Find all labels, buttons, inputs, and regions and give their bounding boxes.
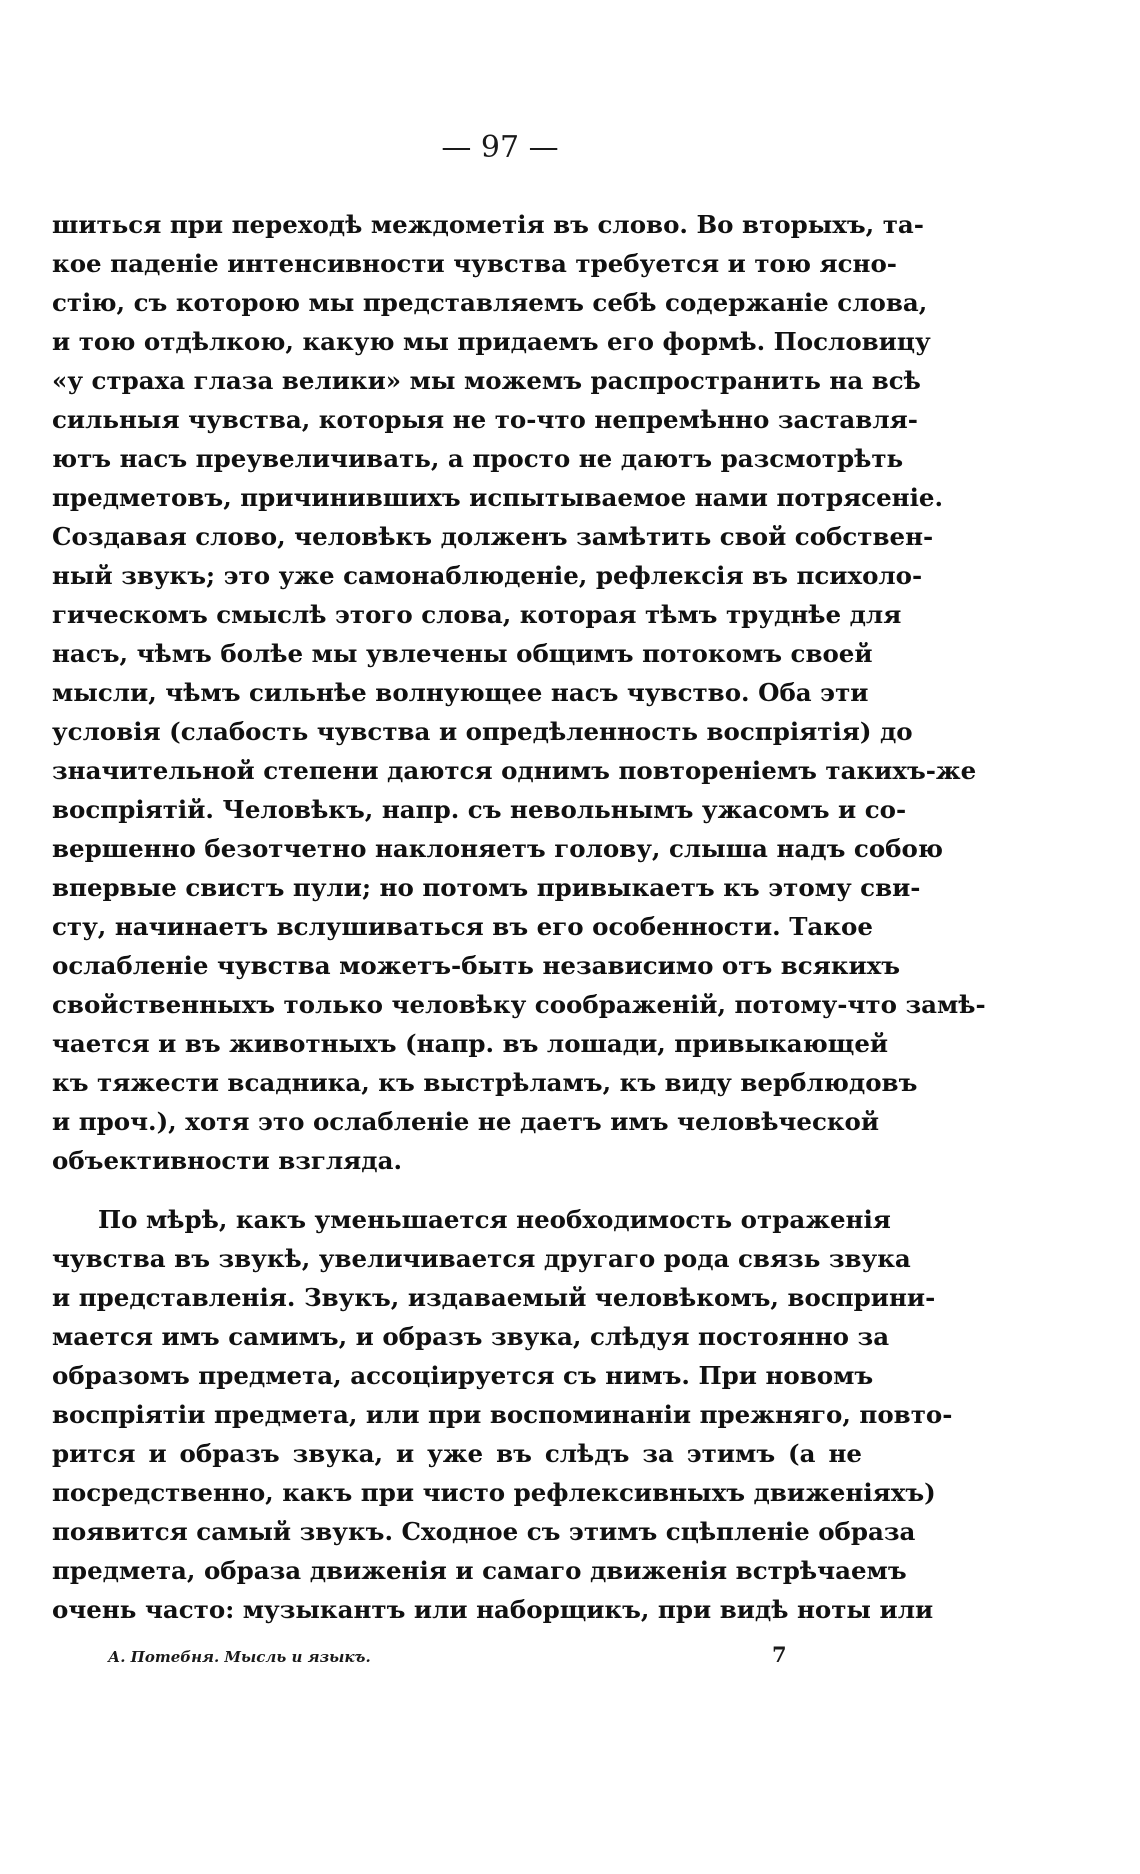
text-line: насъ, чѣмъ болѣе мы увлечены общимъ потокомъ своей — [52, 639, 873, 668]
text-line: сильныя чувства, которыя не то-что непремѣнно заставля- — [52, 405, 918, 434]
text-line: предметовъ, причинившихъ испытываемое нами потрясеніе. — [52, 483, 944, 512]
text-line: свойственныхъ только человѣку соображеній, потому-что замѣ- — [52, 990, 986, 1019]
text-line: объективности взгляда. — [52, 1146, 402, 1175]
page-number: — 97 — — [441, 130, 559, 165]
text-line: образомъ предмета, ассоціируется съ нимъ. При новомъ — [52, 1361, 874, 1390]
text-line: По мѣрѣ, какъ уменьшается необходимость отраженія — [98, 1205, 891, 1234]
text-line: значительной степени даются однимъ повтореніемъ такихъ-же — [52, 756, 977, 785]
text-line: мысли, чѣмъ сильнѣе волнующее насъ чувство. Оба эти — [52, 678, 869, 707]
footer-signature-mark: 7 — [772, 1642, 787, 1667]
text-line: воспріятіи предмета, или при воспоминаніи прежняго, повто- — [52, 1400, 953, 1429]
text-line: сту, начинаетъ вслушиваться въ его особенности. Такое — [52, 912, 873, 941]
text-line: вершенно безотчетно наклоняетъ голову, слыша надъ собою — [52, 834, 943, 863]
text-line: «у страха глаза велики» мы можемъ распространить на всѣ — [52, 366, 921, 395]
footer-book-title: А. Потебня. Мысль и языкъ. — [108, 1648, 371, 1666]
text-line: шиться при переходѣ междометія въ слово. Во вторыхъ, та- — [52, 210, 924, 239]
text-line: и представленія. Звукъ, издаваемый человѣкомъ, восприни- — [52, 1283, 936, 1312]
text-line: появится самый звукъ. Сходное съ этимъ сцѣпленіе образа — [52, 1517, 916, 1546]
paragraph-2 — [52, 1200, 953, 1629]
text-line: мается имъ самимъ, и образъ звука, слѣдуя постоянно за — [52, 1322, 890, 1351]
text-line: рится и образъ звука, и уже въ слѣдъ за этимъ (а не — [52, 1439, 862, 1468]
text-line: чается и въ животныхъ (напр. въ лошади, привыкающей — [52, 1029, 889, 1058]
text-line: посредственно, какъ при чисто рефлексивныхъ движеніяхъ) — [52, 1478, 936, 1507]
text-line: къ тяжести всадника, къ выстрѣламъ, къ виду верблюдовъ — [52, 1068, 918, 1097]
text-line: ютъ насъ преувеличивать, а просто не даютъ разсмотрѣть — [52, 444, 904, 473]
text-line: условія (слабость чувства и опредѣленность воспріятія) до — [52, 717, 913, 746]
text-line: чувства въ звукѣ, увеличивается другаго рода связь звука — [52, 1244, 911, 1273]
text-line: и тою отдѣлкою, какую мы придаемъ его формѣ. Пословицу — [52, 327, 931, 356]
page-footer — [0, 1642, 1140, 1680]
paragraph-1 — [52, 205, 986, 1180]
text-line: и проч.), хотя это ослабленіе не даетъ имъ человѣческой — [52, 1107, 880, 1136]
text-line: очень часто: музыкантъ или наборщикъ, при видѣ ноты или — [52, 1595, 934, 1624]
text-line: предмета, образа движенія и самаго движенія встрѣчаемъ — [52, 1556, 907, 1585]
text-line: стію, съ которою мы представляемъ себѣ содержаніе слова, — [52, 288, 928, 317]
text-line: воспріятій. Человѣкъ, напр. съ невольнымъ ужасомъ и со- — [52, 795, 907, 824]
text-line: ный звукъ; это уже самонаблюденіе, рефлексія въ психоло- — [52, 561, 923, 590]
text-line: впервые свистъ пули; но потомъ привыкаетъ къ этому сви- — [52, 873, 921, 902]
text-line: Создавая слово, человѣкъ долженъ замѣтить свой собствен- — [52, 522, 934, 551]
text-line: гическомъ смыслѣ этого слова, которая тѣмъ труднѣе для — [52, 600, 902, 629]
text-line: ослабленіе чувства можетъ-быть независимо отъ всякихъ — [52, 951, 901, 980]
text-line: кое паденіе интенсивности чувства требуется и тою ясно- — [52, 249, 897, 278]
